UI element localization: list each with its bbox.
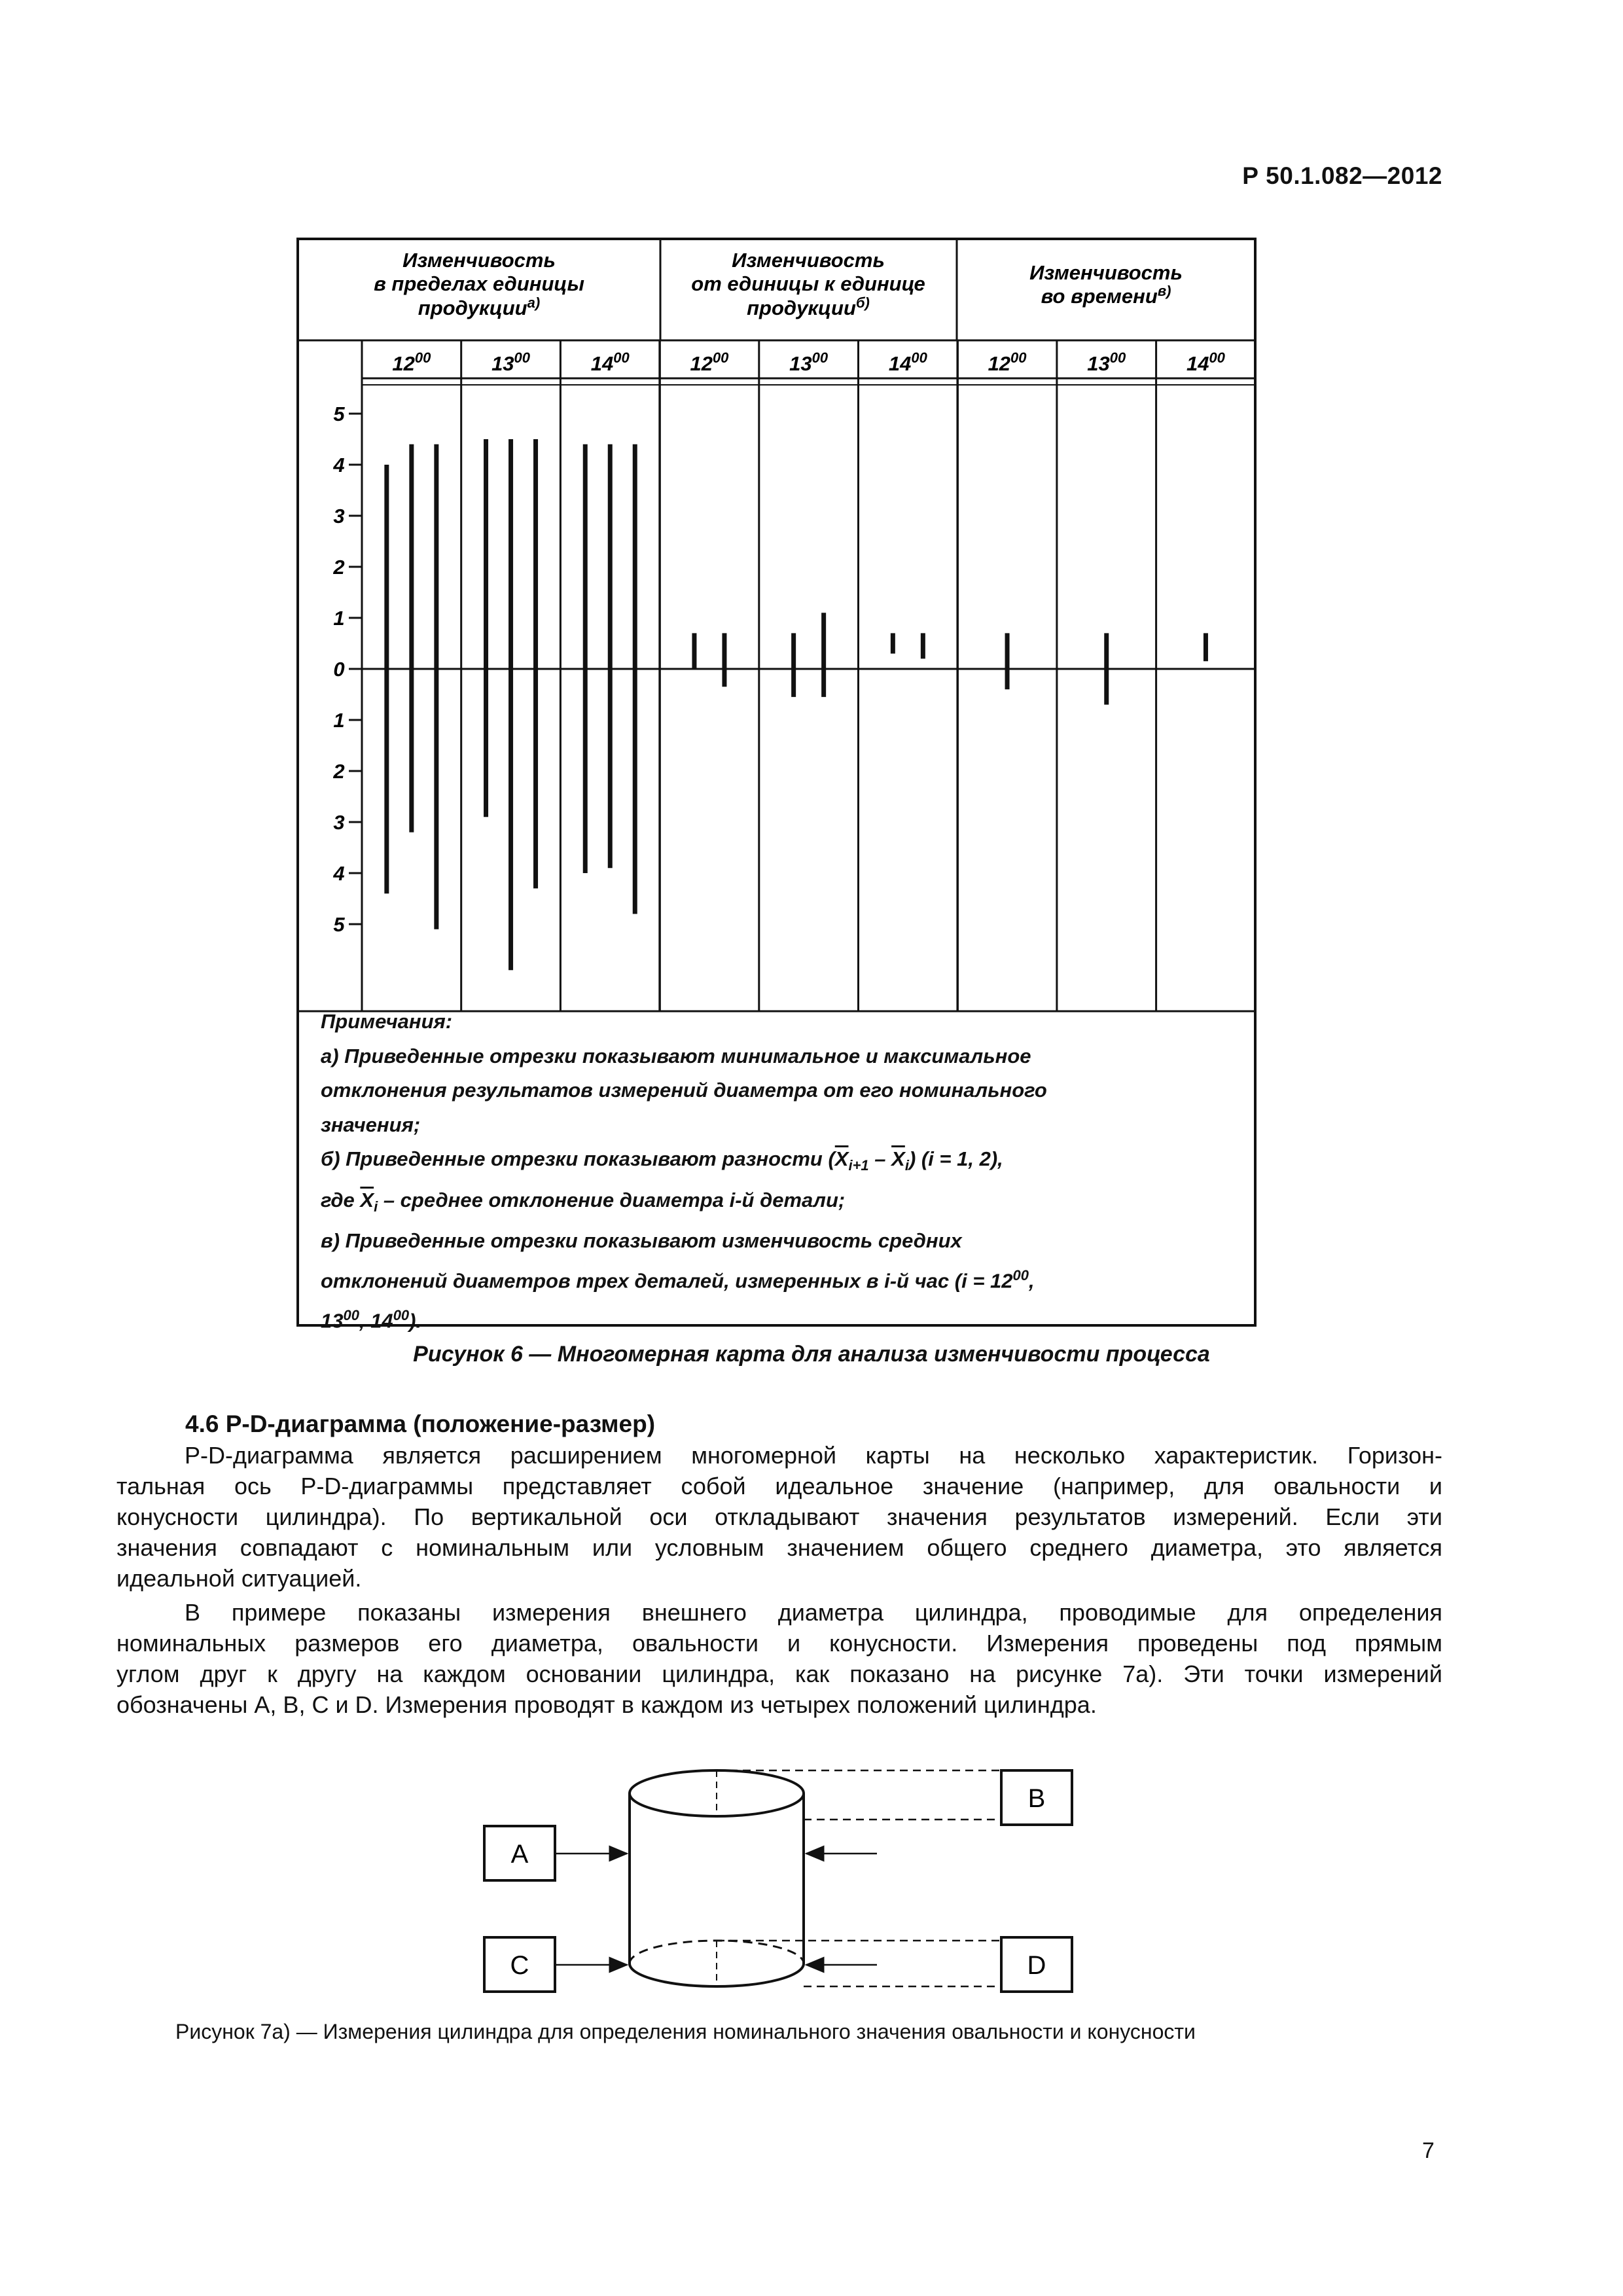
group-a-line-1: Изменчивость [402,249,556,272]
y-tick-label: 1 [333,607,345,630]
paragraph-1-line: тальная ось P-D-диаграммы представляет собой идеальное значение (например, для овальности и [116,1473,1442,1499]
y-tick-label: 4 [333,862,345,885]
document-code: Р 50.1.082—2012 [1242,162,1442,189]
hour-label: $14^{00}$ [1186,350,1225,375]
group-a-line-2: в пределах единицы [374,272,584,295]
note-c-line-3: $13^{00}$, $14^{00}$). [321,1306,422,1333]
paragraph-1-line: идеальной ситуацией. [116,1565,362,1592]
cylinder [630,1770,804,1986]
hour-label: $13^{00}$ [1087,350,1126,375]
y-tick-label: 2 [333,556,345,579]
hour-label: $12^{00}$ [988,350,1027,375]
figure-6-notes [321,1005,1237,1338]
paragraph-2-line: В примере показаны измерения внешнего диаметра цилиндра, проводимые для определения [185,1599,1442,1626]
paragraph-2 [116,1597,1442,1720]
y-tick-label: 1 [333,709,345,732]
y-tick-label: 2 [333,760,345,783]
group-header-b [691,249,925,319]
note-a-line-2: отклонения результатов измерений диаметра от его номинального [321,1079,1047,1102]
note-c-line-2: отклонений диаметров трех деталей, измеренных в i-й час ($i = 12^{00}$, [321,1266,1035,1293]
y-tick-label: 3 [333,811,345,834]
page-number: 7 [1422,2138,1435,2163]
paragraph-2-line: обозначены А, В, С и D. Измерения проводят в каждом из четырех положений цилиндра. [116,1691,1097,1718]
label-b: B [1027,1784,1046,1813]
figure-6-caption: Рисунок 6 — Многомерная карта для анализа изменчивости процесса [413,1342,1210,1367]
label-d: D [1027,1951,1046,1980]
note-b-line-2: где $\overline{X}_i$ – среднее отклонение диаметра i-й детали; [321,1188,846,1215]
paragraph-1-line: конусности цилиндра). По вертикальной оси откладывают значения результатов измерений. Если эти [116,1503,1442,1530]
group-a-line-3: продукции$^{а)}$ [418,295,541,319]
hour-label: $12^{00}$ [392,350,431,375]
figure-7a-caption: Рисунок 7а) — Измерения цилиндра для определения номинального значения овальности и конусности [175,2020,1196,2043]
figure-7a-diagram [0,1741,1623,2003]
hour-label: $14^{00}$ [590,350,630,375]
group-header-a [374,249,584,319]
paragraph-1-line: P-D-диаграмма является расширением многомерной карты на несколько характеристик. Горизон- [185,1442,1442,1469]
y-tick-label: 5 [333,403,345,425]
label-box-c [484,1937,555,1992]
note-a-line-3: значения; [321,1113,421,1136]
hour-columns [392,340,1225,1011]
hour-label: $13^{00}$ [789,350,829,375]
note-a-line-1: а) Приведенные отрезки показывают минимальное и максимальное [321,1044,1031,1067]
y-tick-label: 5 [333,913,345,936]
note-b-line-1: б) Приведенные отрезки показывают разности $(\overline{X}_{i+1} - \overline{X}_i) (i = 1$, 2), [321,1147,1003,1174]
y-axis [332,403,362,936]
y-tick-label: 3 [333,505,345,528]
note-c-line-1: в) Приведенные отрезки показывают изменчивость средних [321,1229,962,1253]
section-heading: 4.6 P-D-диаграмма (положение-размер) [185,1410,656,1437]
label-box-a [484,1826,555,1880]
group-b-line-2: от единицы к единице [691,272,925,295]
label-box-d [1001,1937,1072,1992]
label-c: C [510,1951,529,1980]
group-header-c [1029,261,1183,308]
range-segments [387,439,1206,970]
hour-label: $14^{00}$ [888,350,927,375]
label-a: A [510,1840,529,1869]
paragraph-2-line: номинальных размеров его диаметра, овальности и конусности. Измерения проведены под прямым [116,1630,1442,1657]
notes-title: Примечания: [321,1010,453,1033]
paragraph-1 [116,1440,1442,1594]
y-tick-label: 4 [333,454,345,476]
paragraph-2-line: углом друг к другу на каждом основании цилиндра, как показано на рисунке 7а). Эти точки измерений [116,1660,1442,1687]
hour-label: $12^{00}$ [690,350,729,375]
hour-label: $13^{00}$ [491,350,531,375]
group-b-line-3: продукции$^{б)}$ [747,295,870,319]
label-box-b [1001,1770,1072,1825]
group-c-line-2: во времени$^{в)}$ [1041,283,1171,308]
y-tick-label: 0 [333,658,345,681]
group-b-line-1: Изменчивость [732,249,885,272]
paragraph-1-line: значения совпадают с номинальным или условным значением общего среднего диаметра, это является [116,1534,1442,1561]
group-c-line-1: Изменчивость [1029,261,1183,284]
